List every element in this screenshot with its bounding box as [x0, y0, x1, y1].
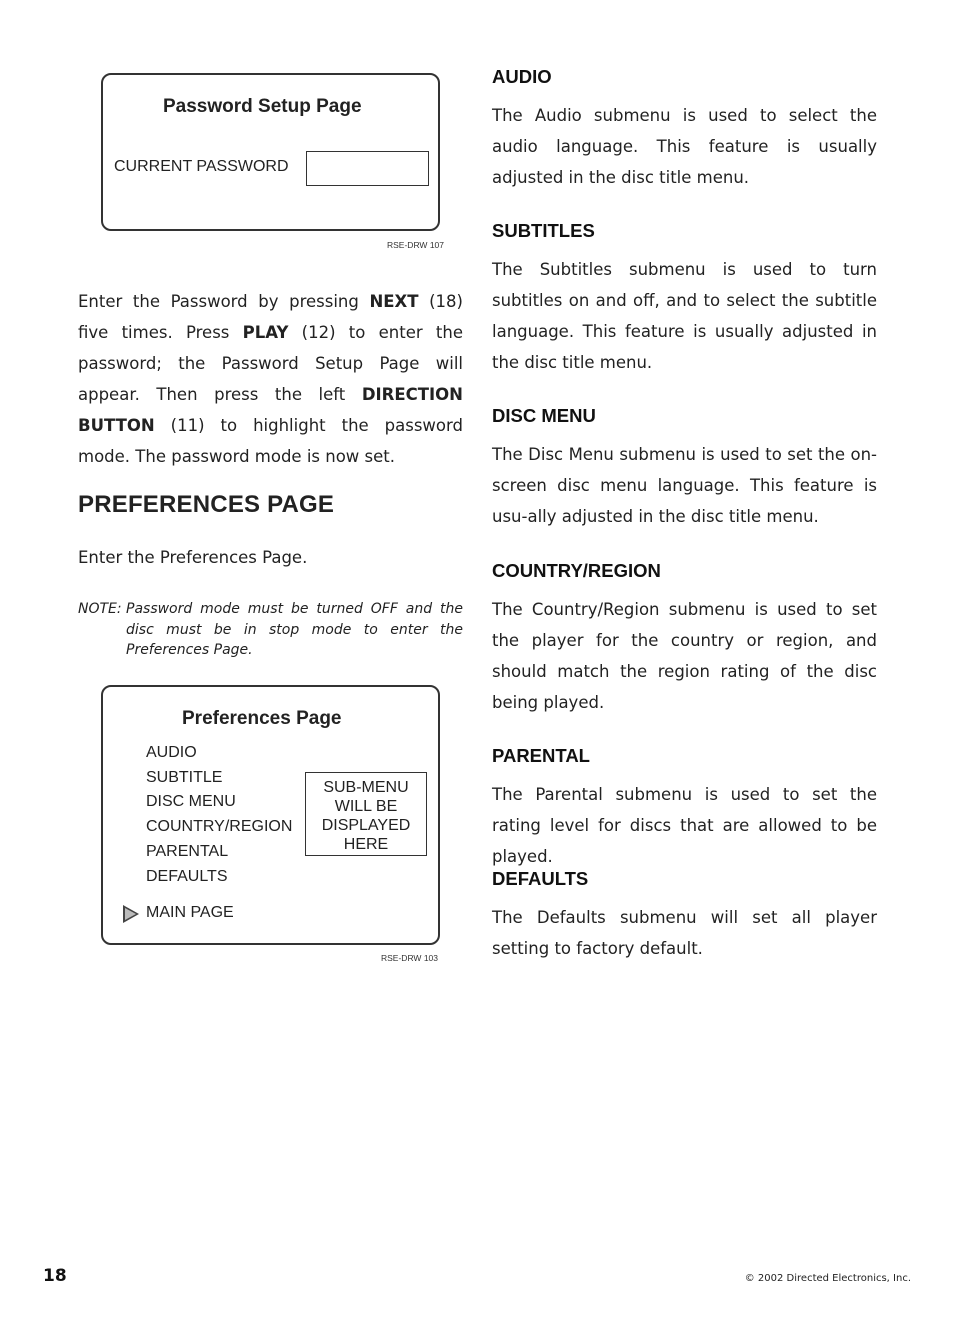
disc-menu-heading: DISC MENU: [492, 405, 596, 426]
pointer-arrow-icon: [123, 905, 139, 923]
password-setup-figure: [101, 73, 440, 231]
defaults-text: The Defaults submenu will set all player setting to factory default.: [492, 908, 877, 958]
password-instructions: [78, 286, 463, 472]
note-label: NOTE:: [78, 601, 122, 617]
copyright: © 2002 Directed Electronics, Inc.: [744, 1273, 911, 1284]
disc-menu-text: The Disc Menu submenu is used to set the on-screen disc menu language. This feature is usu-ally adjusted in the disc title menu.: [492, 445, 877, 526]
parental-text: The Parental submenu is used to set the rating level for discs that are allowed to be played.: [492, 785, 877, 866]
main-page-label: MAIN PAGE: [146, 904, 234, 921]
preferences-page-heading: PREFERENCES PAGE: [78, 491, 335, 518]
instr-text-3: (12) to enter the password; the Password Setup Page will appear. Then press the left: [78, 323, 463, 404]
note: [78, 599, 463, 661]
password-figure-title: Password Setup Page: [163, 96, 362, 117]
current-password-label: CURRENT PASSWORD: [114, 158, 289, 175]
preferences-figure-title: Preferences Page: [182, 708, 342, 729]
menu-item-defaults: DEFAULTS: [146, 867, 228, 885]
note-text: Password mode must be turned OFF and the disc must be in stop mode to enter the Preferences Page.: [126, 601, 463, 658]
parental-heading: PARENTAL: [492, 745, 590, 766]
instr-bold-play: PLAY: [242, 323, 289, 342]
instr-text-2: (18) five times. Press: [78, 292, 463, 342]
instr-text-4: (11) to highlight the password mode. The password mode is now set.: [78, 416, 463, 466]
preferences-intro: Enter the Preferences Page.: [78, 548, 308, 567]
submenu-line-3: DISPLAYED: [321, 817, 411, 834]
preferences-page-figure: [101, 685, 440, 945]
subtitles-text: The Subtitles submenu is used to turn subtitles on and off, and to select the subtitle language. This feature is usually adjusted in the disc title menu.: [492, 260, 877, 372]
preferences-menu-list: [146, 741, 292, 889]
menu-item-subtitle: SUBTITLE: [146, 768, 223, 786]
page-number: 18: [43, 1266, 67, 1286]
menu-item-audio: AUDIO: [146, 744, 197, 761]
menu-item-country-region: COUNTRY/REGION: [146, 818, 293, 836]
country-region-heading: COUNTRY/REGION: [492, 560, 661, 581]
audio-text: The Audio submenu is used to select the audio language. This feature is usually adjusted in the disc title menu.: [492, 106, 877, 187]
current-password-field: [306, 151, 429, 186]
country-region-text: The Country/Region submenu is used to set the player for the country or region, and should match the region rating of the disc being played.: [492, 600, 877, 712]
defaults-heading: DEFAULTS: [492, 868, 589, 889]
instr-text-1: Enter the Password by pressing: [78, 292, 370, 311]
preferences-figure-drawing-code: RSE-DRW 103: [381, 953, 438, 963]
menu-item-parental: PARENTAL: [146, 842, 229, 860]
instr-bold-next: NEXT: [369, 292, 419, 311]
instr-bold-direction: DIRECTION BUTTON: [78, 385, 463, 435]
subtitles-heading: SUBTITLES: [492, 220, 595, 241]
submenu-line-2: WILL BE: [334, 798, 398, 815]
submenu-line-4: HERE: [343, 836, 389, 853]
submenu-line-1: SUB-MENU: [323, 779, 409, 796]
submenu-placeholder-box: [305, 772, 427, 856]
password-figure-drawing-code: RSE-DRW 107: [387, 240, 444, 250]
menu-item-disc-menu: DISC MENU: [146, 793, 236, 811]
audio-heading: AUDIO: [492, 66, 552, 87]
